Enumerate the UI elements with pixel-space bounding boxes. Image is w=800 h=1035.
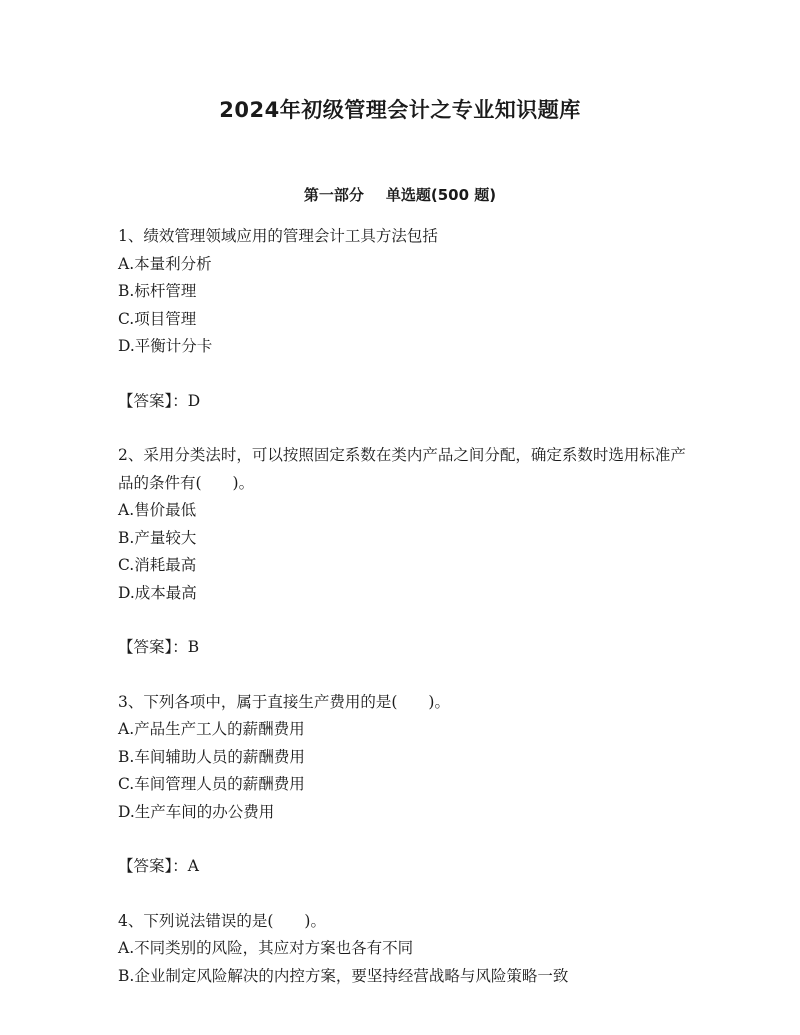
option-b: B.标杆管理 — [118, 282, 197, 300]
option-c: C.车间管理人员的薪酬费用 — [118, 775, 305, 793]
question-4 — [118, 908, 688, 991]
option-c: C.消耗最高 — [118, 556, 197, 574]
option-d: D.平衡计分卡 — [118, 337, 213, 355]
option-a: A.售价最低 — [118, 501, 197, 519]
option-c: C.项目管理 — [118, 309, 197, 328]
option-a: A.产品生产工人的薪酬费用 — [118, 720, 305, 738]
question-1 — [118, 223, 688, 415]
question-text: 3、下列各项中，属于直接生产费用的是( )。 — [118, 692, 450, 711]
answer-line: 【答案】：D — [118, 391, 201, 410]
option-d: D.生产车间的办公费用 — [118, 802, 275, 821]
option-b: B.产量较大 — [118, 528, 197, 547]
option-a: A.本量利分析 — [118, 254, 212, 273]
page-title: 2024年初级管理会计之专业知识题库 — [219, 98, 581, 122]
option-b: B.车间辅助人员的薪酬费用 — [118, 747, 305, 766]
section-heading — [0, 184, 800, 205]
option-b: B.企业制定风险解决的内控方案，要坚持经营战略与风险策略一致 — [118, 966, 569, 985]
question-list — [118, 223, 688, 990]
question-3 — [118, 689, 688, 881]
section-part: 第一部分 — [303, 186, 364, 204]
section-name: 单选题(500 题) — [385, 186, 497, 204]
answer-line: 【答案】：B — [118, 638, 200, 656]
option-a: A.不同类别的风险，其应对方案也各有不同 — [118, 939, 414, 957]
question-text: 4、下列说法错误的是( )。 — [118, 911, 326, 930]
question-text: 2、采用分类法时，可以按照固定系数在类内产品之间分配，确定系数时选用标准产品的条件有( )。 — [118, 446, 686, 492]
question-2 — [118, 442, 688, 662]
option-d: D.成本最高 — [118, 583, 197, 602]
question-text: 1、绩效管理领域应用的管理会计工具方法包括 — [118, 227, 438, 245]
answer-line: 【答案】：A — [118, 857, 199, 875]
